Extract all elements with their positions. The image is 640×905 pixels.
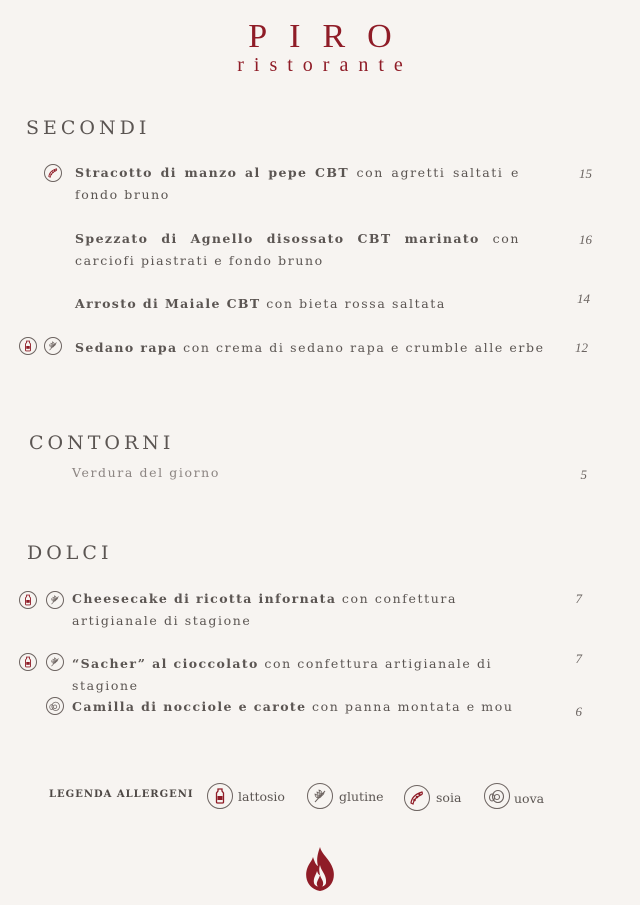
item-price: 12 (575, 340, 588, 355)
section-title-dolci: DOLCI (27, 542, 113, 564)
item-name: Stracotto di manzo al pepe CBT (75, 165, 350, 180)
menu-item-arrosto (75, 293, 520, 315)
item-price: 14 (577, 291, 590, 306)
menu-item-camilla (72, 696, 532, 718)
item-description: con bieta rossa saltata (266, 296, 446, 311)
menu-item-spezzato (75, 228, 520, 272)
item-description: con agretti saltati e fondo bruno (75, 165, 521, 202)
soy-pod-icon (404, 785, 430, 811)
soy-icon (44, 164, 62, 182)
legend-label-uova: uova (514, 791, 545, 806)
item-description: con carciofi piastrati e fondo bruno (75, 231, 520, 268)
wheat-icon (46, 591, 64, 609)
milk-bottle-icon (19, 591, 37, 609)
menu-item-verdura: Verdura del giorno (72, 465, 220, 480)
item-name: Spezzato di Agnello disossato CBT marinato (75, 231, 480, 246)
item-name: Sedano rapa (75, 340, 178, 355)
item-price: 15 (579, 166, 592, 181)
item-description: con panna montata e mou (312, 699, 514, 714)
item-price: 16 (579, 232, 592, 247)
item-price: 7 (575, 651, 582, 666)
item-description: con confettura artigianale di stagione (72, 656, 493, 693)
item-price: 7 (575, 591, 582, 606)
milk-bottle-icon (19, 337, 37, 355)
egg-icon (46, 697, 64, 715)
legend-label-lattosio: lattosio (238, 789, 285, 804)
wheat-icon (44, 337, 62, 355)
item-price: 5 (580, 467, 587, 482)
legend-label-soia: soia (436, 790, 462, 805)
item-name: “Sacher” al cioccolato (72, 656, 259, 671)
item-description: con crema di sedano rapa e crumble alle erbe (183, 340, 545, 355)
item-price: 6 (575, 704, 582, 719)
item-name: Arrosto di Maiale CBT (75, 296, 261, 311)
wheat-icon (46, 653, 64, 671)
section-title-contorni: CONTORNI (29, 432, 175, 454)
item-description: con confettura artigianale di stagione (72, 591, 457, 628)
menu-item-cheesecake (72, 588, 532, 632)
wheat-icon (307, 783, 333, 809)
section-title-secondi: SECONDI (26, 117, 151, 139)
menu-item-stracotto (75, 162, 520, 206)
item-name: Camilla di nocciole e carote (72, 699, 307, 714)
restaurant-name: PIRO (248, 18, 414, 55)
menu-item-sedano-rapa (75, 337, 555, 359)
flame-icon (303, 845, 337, 893)
menu-item-sacher (72, 653, 562, 697)
legend-label-glutine: glutine (339, 789, 384, 804)
item-name: Cheesecake di ricotta infornata (72, 591, 337, 606)
restaurant-subtitle: ristorante (237, 54, 413, 76)
egg-icon (484, 783, 510, 809)
legend-title: LEGENDA ALLERGENI (49, 789, 194, 800)
milk-bottle-icon (207, 783, 233, 809)
